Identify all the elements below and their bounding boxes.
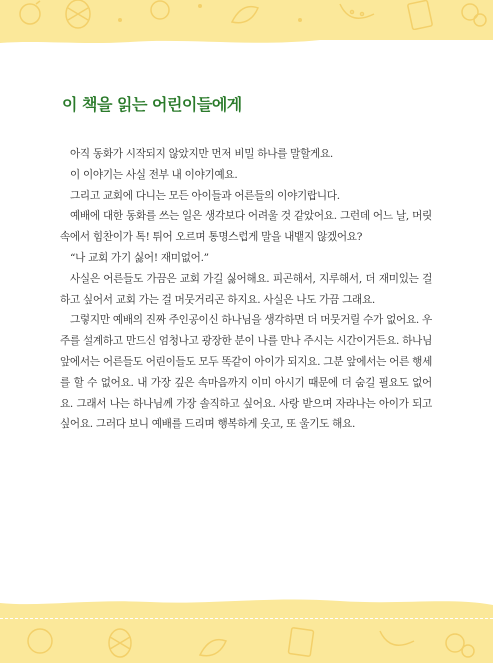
leaf-icon [200,640,226,656]
food-pattern [0,605,493,663]
leaf-icon [232,7,258,23]
notebook-icon [408,0,433,30]
fruit-icon [28,629,52,653]
dot-decor [118,4,302,22]
pineapple-icon [66,0,90,28]
paragraph: 그리고 교회에 다니는 모든 아이들과 어른들의 이야기랍니다. [70,189,340,202]
fruit-icon [151,1,169,19]
vegetable-icon [462,4,486,26]
pineapple-icon [109,629,131,657]
bottom-decorative-band [0,605,493,663]
paragraph: 이 이야기는 사실 전부 내 이야기예요. [70,168,238,181]
notebook-icon [288,628,313,657]
paragraph: “나 교회 가기 싫어! 재미없어.” [70,251,209,264]
paragraph: 사실은 어른들도 가끔은 교회 가길 싫어해요. 피곤해서, 지루해서, 더 재미있는 걸 하고 싶어서 교회 가는 걸 머뭇거리곤 하지요. 사실은 나도 가끔 그래요. [60,272,432,306]
top-wave-edge [0,30,493,52]
paragraph: 아직 동화가 시작되지 않았지만 먼저 비밀 하나를 말할게요. [70,148,333,160]
fruit-icon [20,1,40,24]
watermelon-icon [380,631,414,645]
vegetable-icon [446,634,474,657]
preface-body [60,144,432,435]
watermelon-icon [340,4,374,18]
paragraph: 그렇지만 예배의 진짜 주인공이신 하나님을 생각하면 더 머뭇거릴 수가 없어요. 우주를 설계하고 만드신 엄청나고 광장한 분이 나를 만나 주시는 시간이거든요. 하나님 앞에서는 어른들도 어린이들도 모두 똑같이 아이가 되지요. 그분 앞에서는 어른 행세를 할 수 없어요. 내 가장 깊은 속마음까지 이미 아시기 때문에 더 숨길 필요도 없어요. 그래서 나는 하나님께 가장 솔직하고 싶어요. 사랑 받으며 자라나는 아이가 되고 싶어요. 그러다 보니 예배를 드리며 행복하게 웃고, 또 울기도 해요. [60,314,432,431]
bottom-dashed-line [0,618,493,619]
paragraph: 예배에 대한 동화를 쓰는 일은 생각보다 어려울 것 같았어요. 그런데 어느 날, 머릿속에서 힘찬이가 톡! 튀어 오르며 통명스럽게 말을 내뱉지 않겠어요? [60,210,432,244]
page-title: 이 책을 읽는 어린이들에게 [62,95,242,114]
